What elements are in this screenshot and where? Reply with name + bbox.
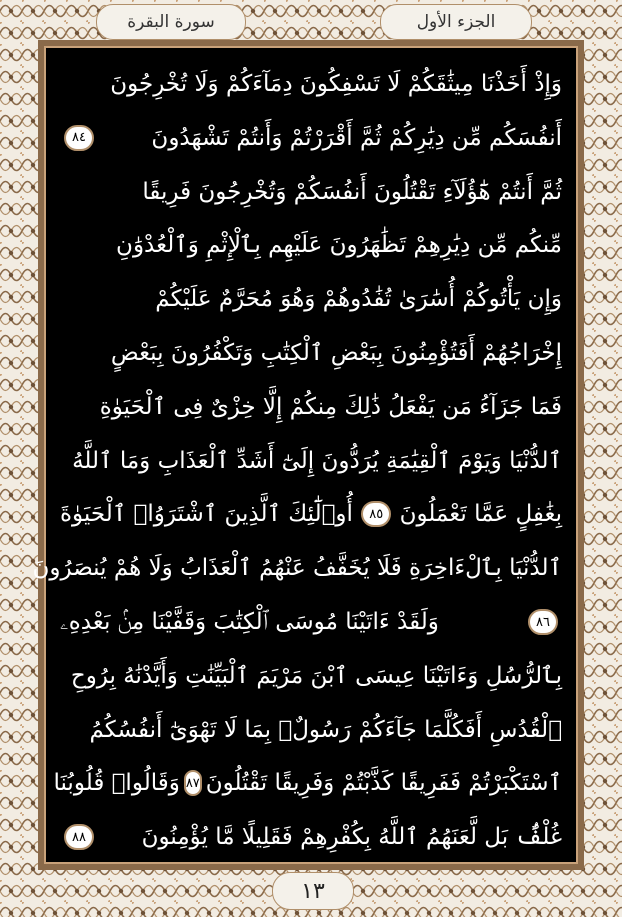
text-line [53,755,562,811]
verse-text: ٱسْتَكْبَرْتُمْ فَفَرِيقًا كَذَّبْتُمْ وَفَرِيقًا تَقْتُلُونَ [205,770,562,797]
text-line [60,486,562,542]
verse-text: إِخْرَاجُهُمْ أَفَتُؤْمِنُونَ بِبَعْضِ ٱلْكِتَٰبِ وَتَكْفُرُونَ بِبَعْضٍ [110,340,562,366]
text-line [60,110,562,166]
ayah-number-marker: ٨٨ [64,824,94,850]
verse-text: وَلَقَدْ ءَاتَيْنَا مُوسَى ٱلْكِتَٰبَ وَقَفَّيْنَا مِنۢ بَعْدِهِۦ [60,609,439,635]
text-line [60,648,562,704]
verse-text: بِٱلرُّسُلِ وَءَاتَيْنَا عِيسَى ٱبْنَ مَرْيَمَ ٱلْبَيِّنَٰتِ وَأَيَّدْنَٰهُ بِرُوحِ [70,662,562,689]
verse-text: ٱلدُّنْيَا وَيَوْمَ ٱلْقِيَٰمَةِ يُرَدُّونَ إِلَىٰٓ أَشَدِّ ٱلْعَذَابِ وَمَا ٱللَّهُ [72,447,562,474]
juz-label: الجزء الأول [380,4,532,40]
text-line [60,56,562,112]
verse-text: ثُمَّ أَنتُمْ هَٰٓؤُلَآءِ تَقْتُلُونَ أَنفُسَكُمْ وَتُخْرِجُونَ فَرِيقًا [142,178,562,205]
verse-text: مِّنكُم مِّن دِيَٰرِهِمْ تَظَٰهَرُونَ عَلَيْهِم بِٱلْإِثْمِ وَٱلْعُدْوَٰنِ [116,232,562,259]
surah-name: سورة البقرة [96,4,246,40]
ayah-number-marker: ٨٧ [184,770,202,796]
text-line [60,271,562,327]
text-line [60,217,562,273]
ayah-number-marker: ٨٥ [361,501,391,527]
text-lines [32,48,576,862]
text-line [60,164,562,220]
quran-text-panel [32,46,578,864]
text-line [60,325,562,381]
text-line [60,379,562,435]
verse-text: بِغَٰفِلٍ عَمَّا تَعْمَلُونَ [399,501,562,528]
verse-text: فَمَا جَزَآءُ مَن يَفْعَلُ ذَٰلِكَ مِنكُمْ إِلَّا خِزْىٌ فِى ٱلْحَيَوٰةِ [99,393,562,420]
verse-text: غُلْفٌۢ بَل لَّعَنَهُمُ ٱللَّهُ بِكُفْرِهِمْ فَقَلِيلًا مَّا يُؤْمِنُونَ [141,824,562,851]
verse-text: أُو۟لَٰٓئِكَ ٱلَّذِينَ ٱشْتَرَوُا۟ ٱلْحَيَوٰةَ [60,501,353,528]
ayah-number-marker: ٨٤ [64,125,94,151]
text-line [60,433,562,489]
ayah-number-marker: ٨٦ [528,609,558,635]
text-line [60,702,562,758]
verse-text: وَإِذْ أَخَذْنَا مِيثَٰقَكُمْ لَا تَسْفِكُونَ دِمَآءَكُمْ وَلَا تُخْرِجُونَ [110,71,562,97]
verse-text: وَإِن يَأْتُوكُمْ أُسَٰرَىٰ تُفَٰدُوهُمْ وَهُوَ مُحَرَّمٌ عَلَيْكُمْ [155,286,562,313]
verse-text: ٱلدُّنْيَا بِٱلْءَاخِرَةِ فَلَا يُخَفَّفُ عَنْهُمُ ٱلْعَذَابُ وَلَا هُمْ يُنصَرُونَ [32,555,562,582]
text-line [60,809,562,865]
page-number: ١٣ [272,872,354,910]
verse-text: وَقَالُوا۟ قُلُوبُنَا [53,770,180,797]
verse-text: ٱلْقُدُسِ أَفَكُلَّمَا جَآءَكُمْ رَسُولٌۢ بِمَا لَا تَهْوَىٰٓ أَنفُسُكُمُ [89,716,562,743]
text-line [60,594,562,650]
verse-text: أَنفُسَكُم مِّن دِيَٰرِكُمْ ثُمَّ أَقْرَرْتُمْ وَأَنتُمْ تَشْهَدُونَ [151,124,562,151]
text-line [32,540,562,596]
